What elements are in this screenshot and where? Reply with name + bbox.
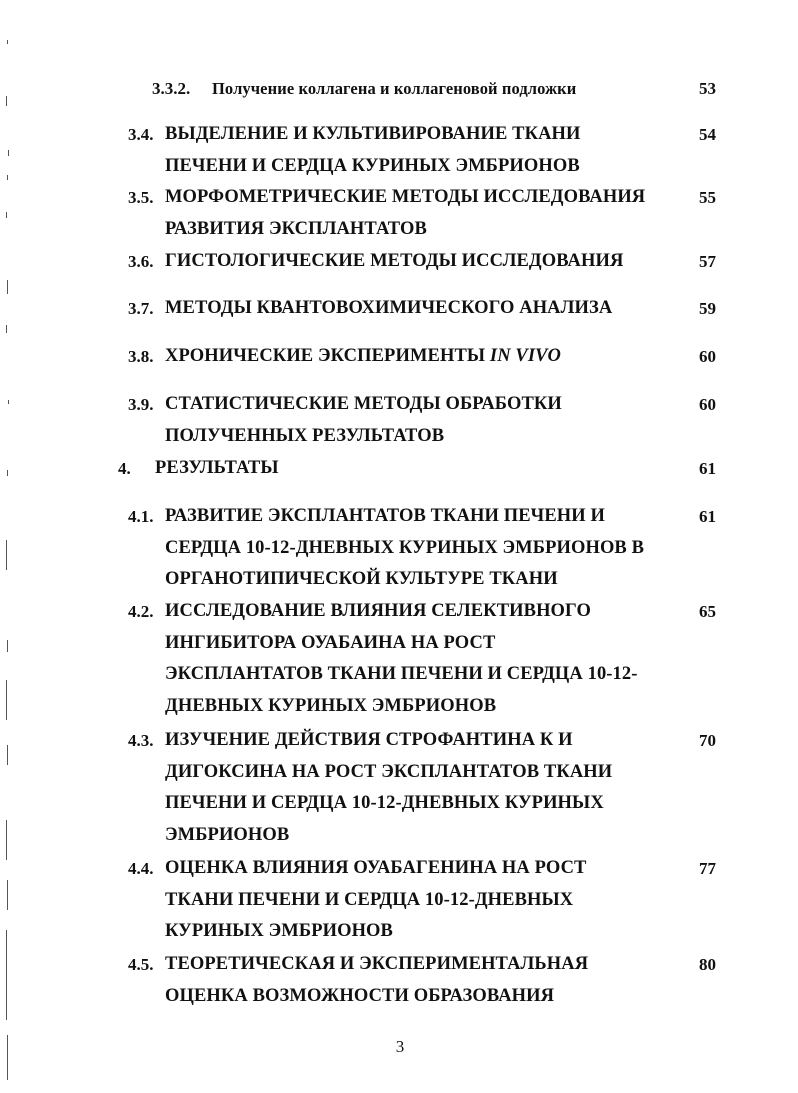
toc-entry-line: ЭМБРИОНОВ — [165, 824, 290, 845]
toc-entry-line: СЕРДЦА 10-12-ДНЕВНЫХ КУРИНЫХ ЭМБРИОНОВ В — [165, 537, 645, 558]
toc-entry-page: 65 — [699, 602, 716, 621]
toc-entry-line: ТЕОРЕТИЧЕСКАЯ И ЭКСПЕРИМЕНТАЛЬНАЯ — [165, 954, 589, 974]
toc-entry-number: 3.4. — [128, 125, 154, 144]
toc-entry-title — [165, 119, 581, 182]
toc-entry-line: ПЕЧЕНИ И СЕРДЦА КУРИНЫХ ЭМБРИОНОВ — [165, 155, 580, 176]
toc-entry-line: ОЦЕНКА ВЛИЯНИЯ ОУАБАГЕНИНА НА РОСТ — [165, 858, 587, 878]
toc-entry-page: 61 — [699, 507, 716, 526]
toc-entry-title — [165, 182, 645, 245]
toc-entry-title — [212, 73, 576, 105]
toc-entry-title — [165, 501, 644, 596]
toc-entry-number: 4. — [118, 459, 131, 478]
toc-entry-line: ЭКСПЛАНТАТОВ ТКАНИ ПЕЧЕНИ И СЕРДЦА 10-12- — [165, 664, 638, 684]
toc-entry-line: ОРГАНОТИПИЧЕСКОЙ КУЛЬТУРЕ ТКАНИ — [165, 569, 558, 589]
toc-entry-number: 3.5. — [128, 188, 154, 207]
toc-entry-line: РАЗВИТИЕ ЭКСПЛАНТАТОВ ТКАНИ ПЕЧЕНИ И — [165, 506, 605, 526]
toc-entry-number: 4.1. — [128, 507, 154, 526]
toc-entry-line: ДНЕВНЫХ КУРИНЫХ ЭМБРИОНОВ — [165, 695, 497, 716]
toc-entry-line: Получение коллагена и коллагеновой подложки — [212, 79, 577, 98]
toc-entry-line: РАЗВИТИЯ ЭКСПЛАНТАТОВ — [165, 218, 427, 239]
page-number: 3 — [395, 1037, 405, 1056]
toc-entry-number: 3.8. — [128, 347, 154, 366]
toc-entry-page: 70 — [699, 731, 716, 750]
toc-entry-number: 4.3. — [128, 731, 154, 750]
toc-entry-page: 80 — [699, 955, 716, 974]
toc-entry-line: ПОЛУЧЕННЫХ РЕЗУЛЬТАТОВ — [165, 425, 445, 446]
toc-entry-line: ИНГИБИТОРА ОУАБАИНА НА РОСТ — [165, 632, 496, 653]
toc-entry-number: 3.3.2. — [152, 79, 191, 98]
toc-entry-line: РЕЗУЛЬТАТЫ — [155, 458, 279, 478]
toc-entry-page: 53 — [699, 79, 716, 98]
toc-entry-page: 57 — [699, 252, 716, 271]
toc-entry-number: 3.7. — [128, 299, 154, 318]
toc-entry-title — [165, 341, 561, 373]
toc-entry-number: 4.2. — [128, 602, 154, 621]
toc-entry-title — [165, 949, 588, 1012]
toc-entry-line: ДИГОКСИНА НА РОСТ ЭКСПЛАНТАТОВ ТКАНИ — [165, 761, 613, 782]
toc-entry-title — [165, 389, 562, 452]
toc-entry-page: 54 — [699, 125, 716, 144]
toc-entry-line: ГИСТОЛОГИЧЕСКИЕ МЕТОДЫ ИССЛЕДОВАНИЯ — [165, 251, 624, 271]
toc-entry-line: МЕТОДЫ КВАНТОВОХИМИЧЕСКОГО АНАЛИЗА — [165, 298, 613, 318]
toc-entry-line — [165, 341, 561, 373]
toc-entry-line: ОЦЕНКА ВОЗМОЖНОСТИ ОБРАЗОВАНИЯ — [165, 985, 555, 1006]
toc-entry-line: ТКАНИ ПЕЧЕНИ И СЕРДЦА 10-12-ДНЕВНЫХ — [165, 889, 574, 910]
toc-entry-title — [155, 453, 279, 485]
toc-entry-page: 61 — [699, 459, 716, 478]
toc-entry-title — [165, 246, 623, 278]
toc-entry-line: КУРИНЫХ ЭМБРИОНОВ — [165, 921, 393, 941]
toc-entry-page: 55 — [699, 188, 716, 207]
toc-entry-title — [165, 725, 612, 851]
toc-entry-number: 4.5. — [128, 955, 154, 974]
toc-entry-line: СТАТИСТИЧЕСКИЕ МЕТОДЫ ОБРАБОТКИ — [165, 394, 562, 414]
toc-entry-line: МОРФОМЕТРИЧЕСКИЕ МЕТОДЫ ИССЛЕДОВАНИЯ — [165, 187, 646, 207]
toc-entry-line: ИЗУЧЕНИЕ ДЕЙСТВИЯ СТРОФАНТИНА К И — [165, 730, 573, 750]
toc-entry-line-text: ХРОНИЧЕСКИЕ ЭКСПЕРИМЕНТЫ — [165, 346, 486, 366]
toc-entry-page: 60 — [699, 347, 716, 366]
toc-entry-page: 59 — [699, 299, 716, 318]
toc-entry-line: ИССЛЕДОВАНИЕ ВЛИЯНИЯ СЕЛЕКТИВНОГО — [165, 601, 591, 621]
toc-entry-line: ВЫДЕЛЕНИЕ И КУЛЬТИВИРОВАНИЕ ТКАНИ — [165, 124, 581, 144]
toc-entry-number: 3.9. — [128, 395, 154, 414]
toc-entry-title — [165, 853, 587, 948]
toc-entry-line: ПЕЧЕНИ И СЕРДЦА 10-12-ДНЕВНЫХ КУРИНЫХ — [165, 793, 604, 813]
toc-entry-italic-text: IN VIVO — [489, 346, 562, 366]
toc-entry-title — [165, 293, 612, 325]
toc-entry-page: 77 — [699, 859, 716, 878]
toc-entry-number: 4.4. — [128, 859, 154, 878]
toc-entry-number: 3.6. — [128, 252, 154, 271]
toc-entry-page: 60 — [699, 395, 716, 414]
toc-entry-title — [165, 596, 638, 722]
